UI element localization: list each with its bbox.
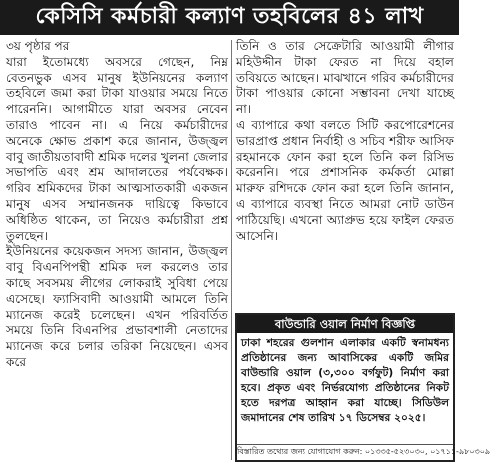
article-column-right xyxy=(236,39,454,309)
column-divider xyxy=(231,40,232,460)
advertisement-footer: বিস্তারিত তথ্যের জন্য যোগাযোগ করুন: ০১৩৩৫-৫২৩০৩০, ০১৭১১-৯৮০৩০৯ xyxy=(237,444,453,460)
article-paragraph: যারা ইতোমধ্যে অবসরে গেছেন, নিম্ন বেতনভুক এসব মানুষ ইউনিয়নের কল্যাণ তহবিলে জমা করা টাকা যাওয়ার সময়ে নিতে পারেননি। আগামীতে যারা অবসর নেবেন তারাও পাবেন না। এ নিয়ে কর্মচারীদের অনেকে ক্ষোভ প্রকাশ করে জানান, উজ্জ্বল বাবু জাতীয়তাবাদী শ্রমিক দলের খুলনা জেলার সভাপতি এবং শ্রম আদালতের পর্যবেক্ষক। গরিব শ্রমিকদের টাকা আত্মসাতকারী একজন মানুষ এসব সম্মানজনক দায়িত্বে কিভাবে অধিষ্ঠিত থাকেন, তা নিয়েও কর্মচারীরা প্রশ্ন তুলছেন। xyxy=(6,54,228,243)
headline: কেসিসি কর্মচারী কল্যাণ তহবিলের ৪১ লাখ xyxy=(35,4,424,29)
article-paragraph: এ ব্যাপারে কথা বলতে সিটি করপোরেশনের ভারপ্রাপ্ত প্রধান নির্বাহী ও সচিব শরীফ আসিফ রহমানকে ফোন করা হলে তিনি কল রিসিভ করেননি। পরে প্রশাসনিক কর্মকর্তা মোল্লা মারুফ রশিদকে ফোন করা হলে তিনি জানান, এ ব্যাপারে ব্যবস্থা নিতে আমরা নোট ডাউন পাঠিয়েছি। এখনো অ্যাপ্রুভ হয়ে ফাইল ফেরত আসেনি। xyxy=(236,117,454,243)
advertisement-title: বাউন্ডারি ওয়াল নির্মাণ বিজ্ঞপ্তি xyxy=(237,315,453,333)
article-paragraph: তিনি ও তার সেক্রেটারি আওয়ামী লীগার মহিউদ্দীন টাকা ফেরত না দিয়ে বহাল তবিয়তে আছেন। মাঝখানে গরিব কর্মচারীদের টাকা পাওয়ার কোনো সম্ভাবনা দেখা যাচ্ছে না। xyxy=(236,39,454,117)
article-paragraph: ইউনিয়নের কয়েকজন সদস্য জানান, উজ্জ্বল বাবু বিএনপিপন্থী শ্রমিক দল করলেও তার কাছে সবসময় লীগের লোকরাই সুবিধা পেয়ে এসেছে। ফ্যাসিবাদী আওয়ামী আমলে তিনি ম্যানেজ করেই চলেছেন। এখন পরিবর্তিত সময়ে তিনি বিএনপির প্রভাবশালী নেতাদের ম্যানেজ করে চলার তরিকা নিয়েছেন। এসব করে xyxy=(6,244,228,369)
article-column-left xyxy=(6,39,228,467)
advertisement-body: ঢাকা শহরের গুলশান এলাকার একটি স্বনামধন্য প্রতিষ্ঠানের জন্য আবাসিকের একটি জমির বাউন্ডারি ওয়াল (৩,৩০০ বর্গফুট) নির্মাণ করা হবে। প্রকৃত এবং নির্ভরযোগ্য প্রতিষ্ঠানের নিকট হতে দরপত্র আহ্বান করা যাচ্ছে। সিডিউল জমাদানের শেষ তারিখ ১৭ ডিসেম্বর ২০২৫। xyxy=(241,337,449,424)
headline-bar xyxy=(0,0,459,35)
advertisement-box xyxy=(235,313,490,462)
continued-from-label: ৩য় পৃষ্ঠার পর xyxy=(6,39,70,53)
